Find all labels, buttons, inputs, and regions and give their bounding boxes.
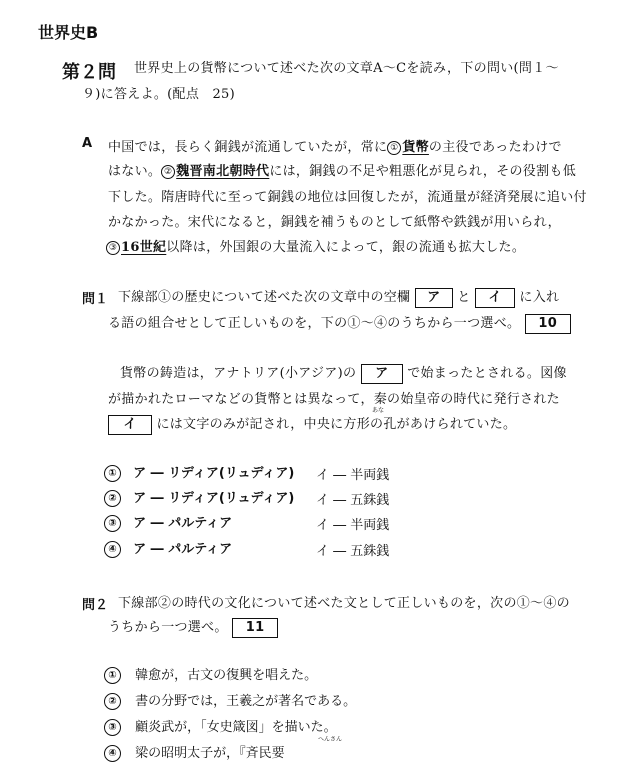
underlined-term-3: 16世紀 [121, 240, 167, 255]
q1-option-2[interactable] [104, 487, 294, 507]
q1-passage-line-2: が描かれたローマなどの貨幣とは異なって，秦の始皇帝の時代に発行された [108, 392, 560, 407]
blank-box-i-2: イ [108, 415, 152, 435]
q1-text: と [457, 290, 471, 305]
passage-text: はない。 [108, 164, 162, 179]
q1-passage-line-3 [108, 413, 516, 435]
option-number: ③ [104, 515, 121, 532]
q2-line-2 [108, 616, 278, 638]
blank-box-i: イ [475, 288, 515, 308]
option-number: ③ [104, 719, 121, 736]
underline-marker-3: ③ [106, 241, 120, 255]
answer-box-10: 10 [525, 314, 571, 334]
q2-option-2[interactable] [104, 690, 356, 710]
q2-text: うちから一つ選べ。 [108, 620, 228, 635]
ruby-hensan: へんさん [318, 736, 343, 743]
option-text: 顧炎武が，「女史箴図」を描いた。 [135, 720, 337, 735]
option-text: 書の分野では，王羲之が著名である。 [135, 694, 357, 709]
option-i-text: イ ― 半両銭 [316, 518, 390, 533]
passage-text: の主役であったわけで [428, 140, 562, 155]
option-a-text: ア ― パルティア [133, 542, 233, 557]
passage-text: 以降は，外国銀の大量流入によって，銀の流通も拡大した。 [166, 240, 526, 255]
option-i-text: イ ― 五銖銭 [316, 493, 390, 508]
underline-marker-2: ② [161, 165, 175, 179]
blank-box-a-2: ア [361, 364, 403, 384]
option-text: 韓愈が，古文の復興を唱えた。 [135, 668, 318, 683]
underline-marker-1: ① [387, 141, 401, 155]
q1-passage-text: で始まったとされる。図像 [407, 366, 567, 381]
q1-option-4[interactable] [104, 538, 232, 558]
q2-option-4[interactable] [104, 742, 285, 762]
answer-box-11: 11 [232, 618, 278, 638]
option-i-text: イ ― 半両銭 [316, 468, 390, 483]
option-number: ④ [104, 541, 121, 558]
passage-text: には，銅銭の不足や粗悪化が見られ，その役割も低 [269, 164, 576, 179]
option-a-text: ア ― リディア(リュディア) [133, 491, 295, 506]
question-intro-line2: ９)に答えよ。(配点 25) [82, 87, 235, 102]
q1-label: 問１ [82, 292, 109, 307]
passage-line-2 [108, 160, 576, 179]
blank-box-a: ア [415, 288, 453, 308]
passage-line-3: 下した。隋唐時代に至って銅銭の地位は回復したが，流通量が経済発展に追い付 [108, 190, 587, 205]
underlined-term-1: 貨幣 [402, 140, 429, 155]
question-number: 第２問 [62, 62, 116, 83]
passage-line-4: かなかった。宋代になると，銅銭を補うものとして紙幣や鉄銭が用いられ， [108, 215, 561, 230]
q1-text: 下線部①の歴史について述べた次の文章中の空欄 [118, 290, 411, 305]
passage-line-5 [106, 236, 525, 255]
q1-text: る語の組合せとして正しいものを，下の①～④のうちから一つ選べ。 [108, 316, 521, 331]
q1-passage-line-1 [120, 362, 567, 384]
passage-label: A [82, 136, 93, 151]
q1-option-1[interactable] [104, 462, 294, 482]
underlined-term-2: 魏晋南北朝時代 [176, 164, 270, 179]
option-number: ② [104, 490, 121, 507]
option-number: ② [104, 693, 121, 710]
option-a-text: ア ― パルティア [133, 516, 233, 531]
passage-text: 中国では，長らく銅銭が流通していたが，常に [108, 140, 388, 155]
q2-option-1[interactable] [104, 664, 317, 684]
option-a-text: ア ― リディア(リュディア) [133, 466, 295, 481]
q2-label: 問２ [82, 598, 109, 613]
q1-passage-text: 貨幣の鋳造は，アナトリア(小アジア)の [120, 366, 357, 381]
q1-option-3[interactable] [104, 512, 232, 532]
q1-line-2 [108, 312, 571, 334]
ruby-ana: あな [372, 407, 385, 414]
option-i-text: イ ― 五銖銭 [316, 544, 390, 559]
q2-line-1: 下線部②の時代の文化について述べた文として正しいものを，次の①～④の [118, 596, 570, 611]
subject-title: 世界史B [38, 23, 99, 42]
q1-passage-text: には文字のみが記され，中央に方形の孔があけられていた。 [156, 417, 517, 432]
option-number: ④ [104, 745, 121, 762]
option-text: 梁の昭明太子が，『斉民要 [135, 746, 285, 761]
option-number: ① [104, 465, 121, 482]
q1-text: に入れ [519, 290, 560, 305]
option-number: ① [104, 667, 121, 684]
passage-line-1 [108, 136, 562, 155]
q1-line-1 [118, 286, 559, 308]
q2-option-3[interactable] [104, 716, 337, 736]
question-intro-line1: 世界史上の貨幣について述べた次の文章A～Cを読み，下の問い(問１～ [134, 61, 559, 76]
